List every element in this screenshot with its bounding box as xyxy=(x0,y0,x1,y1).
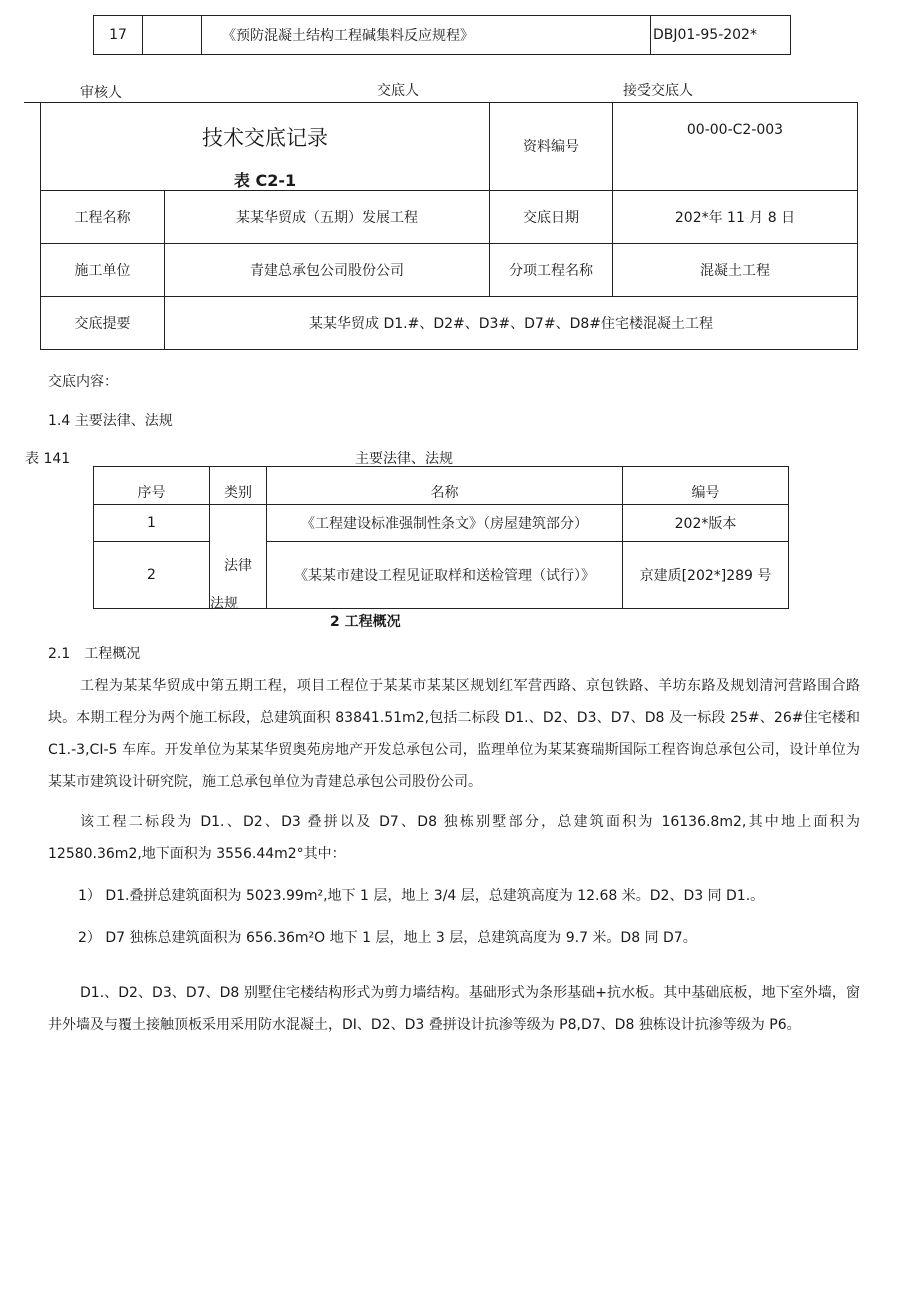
doc-number-value: 00-00-C2-003 xyxy=(613,102,858,190)
law-header-category: 类别 xyxy=(210,467,267,505)
law-table xyxy=(93,466,789,612)
record-form-number: 表 C2-1 xyxy=(233,171,297,190)
subproject-value: 混凝土工程 xyxy=(613,243,858,296)
doc-number-label: 资料编号 xyxy=(490,102,613,190)
reviewer-label: 审核人 xyxy=(80,85,122,101)
law-header-name: 名称 xyxy=(267,467,623,505)
table-row xyxy=(94,505,789,542)
disclosure-date-label: 交底日期 xyxy=(490,190,613,243)
table-row xyxy=(94,542,789,609)
overview-item-1: 1） D1.叠拼总建筑面积为 5023.99m²,地下 1 层，地上 3/4 层，总建筑高度为 12.68 米。D2、D3 同 D1.。 xyxy=(78,888,765,904)
law-row-1-name: 《工程建设标准强制性条文》（房屋建筑部分） xyxy=(267,505,623,542)
discloser-label: 交底人 xyxy=(377,83,419,99)
disclosure-record-table xyxy=(40,102,858,350)
section-2-heading: 2 工程概况 xyxy=(330,614,401,630)
overview-paragraph-1: 工程为某某华贸成中第五期工程，项目工程位于某某市某某区规划红军营西路、京包铁路、羊坊东路及规划清河营路围合路块。本期工程分为两个施工标段，总建筑面积 83841.51m2,包括二标段 D1.、D2、D3、D7、D8 及一标段 25#、26#住宅楼和 C1.-3,CI-5 车库。开发单位为某某华贸奥苑房地产开发总承包公司，监理单位为某某赛瑞斯国际工程咨询总承包公司，设计单位为某某市建筑设计研究院，施工总承包单位为青建总承包公司股份公司。 xyxy=(48,678,860,790)
top-row-name: 《预防混凝土结构工程碱集料反应规程》 xyxy=(202,16,651,55)
contractor-label: 施工单位 xyxy=(41,243,165,296)
law-table-caption: 主要法律、法规 xyxy=(355,451,453,467)
overview-paragraph-2: 该工程二标段为 D1.、D2、D3 叠拼以及 D7、D8 独栋别墅部分，总建筑面积为 16136.8m2,其中地上面积为 12580.36m2,地下面积为 3556.44m2°其中： xyxy=(48,814,860,862)
receiver-label: 接受交底人 xyxy=(623,83,693,99)
project-name-value: 某某华贸成（五期）发展工程 xyxy=(165,190,490,243)
subproject-label: 分项工程名称 xyxy=(490,243,613,296)
contractor-value: 青建总承包公司股份公司 xyxy=(165,243,490,296)
law-row-1-no: 1 xyxy=(94,505,210,542)
section-2-1-heading: 2.1 工程概况 xyxy=(48,646,141,662)
law-row-2-no: 2 xyxy=(94,542,210,609)
top-row-blank xyxy=(143,16,202,55)
structure-paragraph: D1.、D2、D3、D7、D8 别墅住宅楼结构形式为剪力墙结构。基础形式为条形基础+抗水板。其中基础底板，地下室外墙，窗井外墙及与覆土接触顶板采用采用防水混凝土，DI、D2、D3 叠拼设计抗渗等级为 P8,D7、D8 独栋设计抗渗等级为 P6。 xyxy=(48,985,860,1033)
summary-value: 某某华贸成 D1.#、D2#、D3#、D7#、D8#住宅楼混凝土工程 xyxy=(165,296,858,349)
top-row-code: DBJ01-95-202* xyxy=(651,16,791,55)
law-row-2-code: 京建质[202*]289 号 xyxy=(623,542,789,609)
overview-item-2: 2） D7 独栋总建筑面积为 656.36m²O 地下 1 层，地上 3 层，总建筑高度为 9.7 米。D8 同 D7。 xyxy=(78,930,697,946)
law-row-2-name: 《某某市建设工程见证取样和送检管理（试行）》 xyxy=(267,542,623,609)
content-label: 交底内容： xyxy=(48,374,118,390)
law-category-line2: 法规 xyxy=(210,596,238,612)
law-category-cell xyxy=(210,505,267,612)
law-row-1-code: 202*版本 xyxy=(623,505,789,542)
disclosure-date-value: 202*年 11 月 8 日 xyxy=(613,190,858,243)
law-category-line1: 法律 xyxy=(224,558,252,574)
top-row-number: 17 xyxy=(94,16,143,55)
summary-label: 交底提要 xyxy=(41,296,165,349)
law-header-code: 编号 xyxy=(623,467,789,505)
law-table-number: 表 141 xyxy=(25,451,71,467)
record-title: 技术交底记录 xyxy=(202,126,328,150)
record-title-cell xyxy=(41,102,490,190)
project-name-label: 工程名称 xyxy=(41,190,165,243)
law-header-no: 序号 xyxy=(94,467,210,505)
section-1-4-heading: 1.4 主要法律、法规 xyxy=(48,413,173,429)
top-standard-row-table xyxy=(93,15,791,55)
